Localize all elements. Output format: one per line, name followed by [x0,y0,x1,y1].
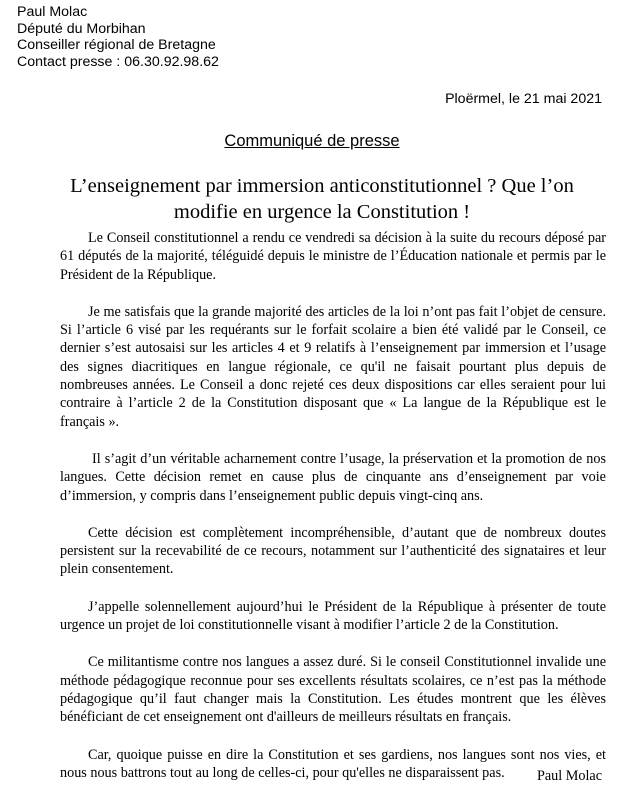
signature: Paul Molac [536,768,602,784]
place-date: Ploërmel, le 21 mai 2021 [445,91,602,107]
sender-role-deputy: Député du Morbihan [17,20,146,37]
headline-line-2: modifie en urgence la Constitution ! [173,201,471,223]
sender-block [17,4,219,70]
paragraph-2: Je me satisfais que la grande majorité des articles de la loi n’ont pas fait l’objet de censure. Si l’article 6 visé par les requérants sur le forfait scolaire a bien été validé par le Conseil, ce dernier s’est autosaisi sur les articles 4 et 9 relatifs à l’enseignement par immersion et l’usage des signes diacritiques en langue régionale, ce qu'il ne faisait pourtant plus depuis de nombreuses années. Le Conseil a donc rejeté ces deux dispositions car elles seraient pour lui contraire à l’article 2 de la Constitution disposant que « La langue de la République est le français ». [60,303,606,430]
body-text [60,229,606,801]
press-contact: Contact presse : 06.30.92.98.62 [17,53,219,70]
paragraph-1: Le Conseil constitutionnel a rendu ce vendredi sa décision à la suite du recours déposé par 61 députés de la majorité, téléguidé depuis le ministre de l’Éducation nationale et permis par le Président de la République. [60,230,606,283]
paragraph-4: Cette décision est complètement incompréhensible, d’autant que de nombreux doutes persistent sur la recevabilité de ce recours, notamment sur l’authenticité des signataires et leur plein consentement. [60,524,606,578]
paragraph-6: Ce militantisme contre nos langues a assez duré. Si le conseil Constitutionnel invalide une méthode pédagogique reconnue pour ses excellents résultats scolaires, ce n’est pas la méthode pédagogique qu’il faut changer mais la Constitution. Les études montrent que les élèves bénéficiant de cet enseignement ont d'ailleurs de meilleurs résultats en français. [60,654,606,726]
paragraph-5: J’appelle solennellement aujourd’hui le Président de la République à présenter de toute urgence un projet de loi constitutionnelle visant à modifier l’article 2 de la Constitution. [60,598,606,634]
paragraph-3: Il s’agit d’un véritable acharnement contre l’usage, la préservation et la promotion de nos langues. Cette décision remet en cause plus de cinquante ans d’enseignement par voie d’immersion, y compris dans l’enseignement public depuis vingt-cinq ans. [60,450,606,504]
sender-role-councillor: Conseiller régional de Bretagne [17,37,216,53]
document-type-title: Communiqué de presse [224,132,400,150]
headline-line-1: L’enseignement par immersion anticonstitutionnel ? Que l’on [70,175,574,197]
headline [60,173,584,225]
paragraph-7: Car, quoique puisse en dire la Constitution et ses gardiens, nos langues sont nos vies, et nous nous battrons tout au long de celles-ci, pour qu'elles ne disparaissent pas. [60,746,606,781]
sender-name: Paul Molac [17,4,88,20]
